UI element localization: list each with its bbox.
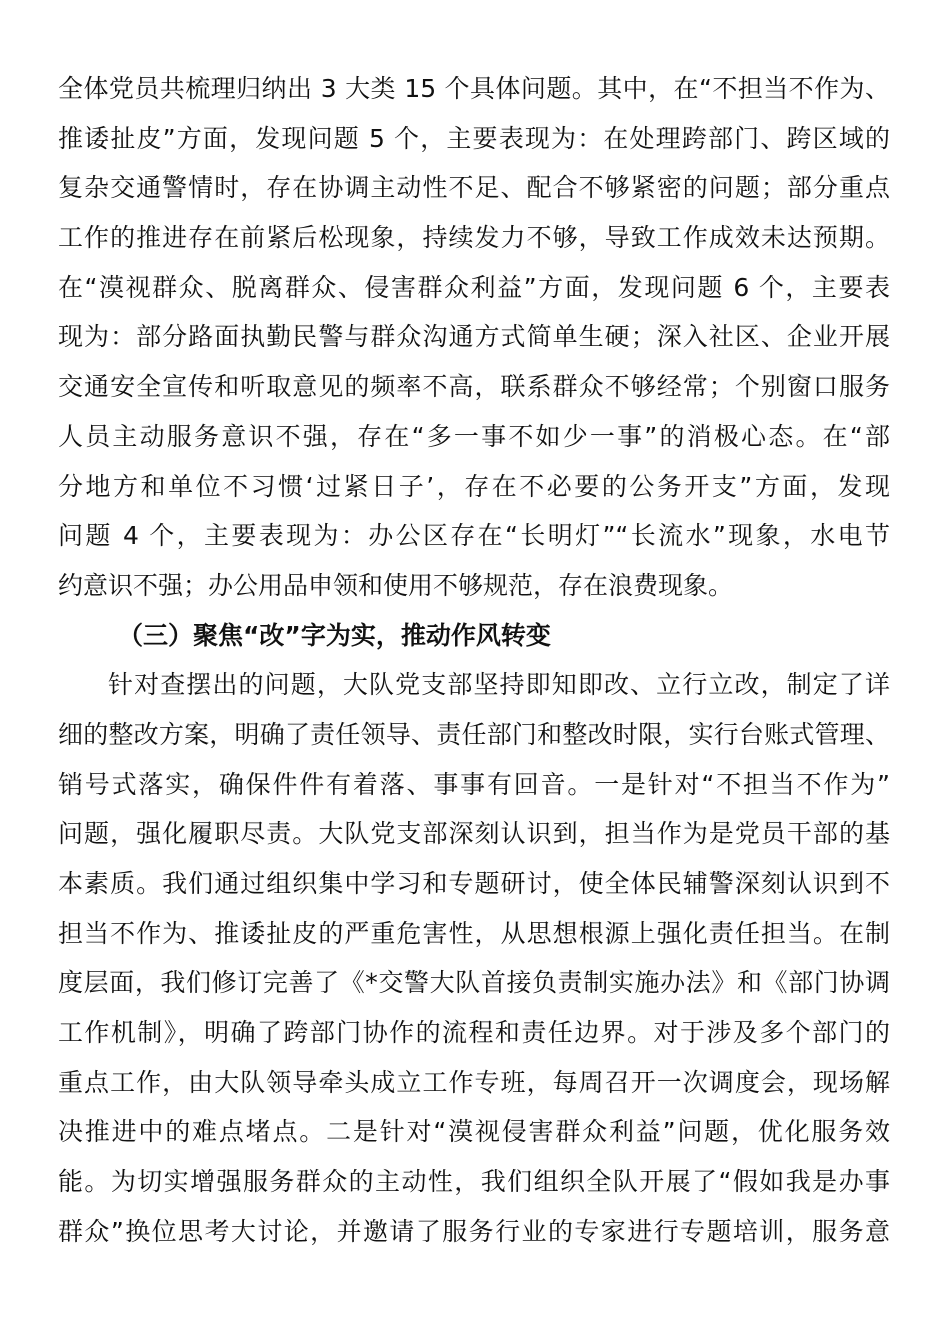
text-line: 针对查摆出的问题，大队党支部坚持即知即改、立行立改，制定了详: [108, 670, 890, 700]
text-line: 工作机制》，明确了跨部门协作的流程和责任边界。对于涉及多个部门的: [58, 1018, 890, 1048]
text-line: 交通安全宣传和听取意见的频率不高，联系群众不够经常；个别窗口服务: [58, 372, 890, 402]
document-body: [58, 64, 890, 1257]
text-line: 度层面，我们修订完善了《*交警大队首接负责制实施办法》和《部门协调: [58, 968, 890, 998]
text-line: 分地方和单位不习惯‘过紧日子’，存在不必要的公务开支”方面，发现: [58, 471, 890, 501]
text-line: 约意识不强；办公用品申领和使用不够规范，存在浪费现象。: [58, 570, 734, 600]
text-line: 本素质。我们通过组织集中学习和专题研讨，使全体民辅警深刻认识到不: [58, 869, 890, 898]
text-line: 问题，强化履职尽责。大队党支部深刻认识到，担当作为是党员干部的基: [58, 819, 890, 849]
text-line: 决推进中的难点堵点。二是针对“漠视侵害群众利益”问题，优化服务效: [58, 1117, 890, 1147]
text-line: 复杂交通警情时，存在协调主动性不足、配合不够紧密的问题；部分重点: [58, 173, 890, 203]
text-line: 细的整改方案，明确了责任领导、责任部门和整改时限，实行台账式管理、: [58, 719, 890, 749]
paragraph-problem-summary: [58, 64, 890, 611]
text-line: 人员主动服务意识不强，存在“多一事不如少一事”的消极心态。在“部: [58, 421, 890, 451]
text-line: 群众”换位思考大讨论，并邀请了服务行业的专家进行专题培训，服务意: [58, 1216, 890, 1246]
text-line: 问题 4 个，主要表现为：办公区存在“长明灯”“长流水”现象，水电节: [58, 521, 890, 551]
text-line: 能。为切实增强服务群众的主动性，我们组织全队开展了“假如我是办事: [58, 1167, 890, 1197]
text-line: 销号式落实，确保件件有着落、事事有回音。一是针对“不担当不作为”: [58, 769, 890, 799]
text-line: 担当不作为、推诿扯皮的严重危害性，从思想根源上强化责任担当。在制: [58, 918, 890, 948]
section-heading: （三）聚焦“改”字为实，推动作风转变: [118, 620, 551, 650]
text-line: 在“漠视群众、脱离群众、侵害群众利益”方面，发现问题 6 个，主要表: [58, 272, 890, 302]
text-line: 全体党员共梳理归纳出 3 大类 15 个具体问题。其中，在“不担当不作为、: [58, 74, 890, 103]
paragraph-rectification: [58, 660, 890, 1256]
text-line: 工作的推进存在前紧后松现象，持续发力不够，导致工作成效未达预期。: [58, 223, 890, 253]
text-line: 推诿扯皮”方面，发现问题 5 个，主要表现为：在处理跨部门、跨区域的: [58, 123, 890, 153]
text-line: 重点工作，由大队领导牵头成立工作专班，每周召开一次调度会，现场解: [58, 1067, 890, 1097]
text-line: 现为：部分路面执勤民警与群众沟通方式简单生硬；深入社区、企业开展: [58, 322, 890, 352]
